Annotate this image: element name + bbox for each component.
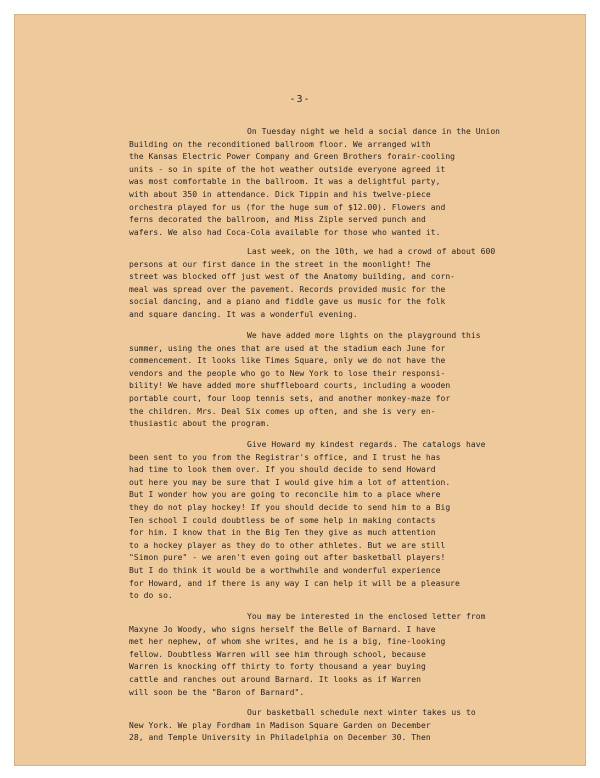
text-line: Maxyne Jo Woody, who signs herself the Belle of Barnard. I have (129, 624, 436, 634)
paragraph-howard (129, 439, 554, 603)
text-line: Give Howard my kindest regards. The catalogs have (247, 440, 486, 449)
text-line: units - so in spite of the hot weather outside everyone agreed it (129, 164, 446, 174)
text-line: bility! We have added more shuffleboard courts, including a wooden (129, 381, 451, 391)
text-line: meal was spread over the pavement. Records provided music for the (129, 284, 446, 294)
paragraph-union-dance (129, 126, 554, 239)
text-line: will soon be the "Baron of Barnard". (129, 687, 305, 697)
text-line: But I do think it would be a worthwhile and wonderful experience (129, 565, 441, 575)
text-line: Last week, on the 10th, we had a crowd of about 600 (247, 247, 496, 256)
text-line: social dancing, and a piano and fiddle gave us music for the folk (129, 297, 446, 307)
paragraph-barnard-letter (129, 611, 554, 699)
text-line: Warren is knocking off thirty to forty thousand a year buying (129, 662, 426, 672)
text-line: they do not play hockey! If you should decide to send him to a Big (129, 502, 451, 512)
text-line: to a hockey player as they do to other athletes. But we are still (129, 540, 446, 550)
text-line: fellow. Doubtless Warren will see him through school, because (129, 649, 426, 659)
text-line: ferns decorated the ballroom, and Miss Ziple served punch and (129, 215, 426, 225)
text-line: the children. Mrs. Deal Six comes up often, and she is very en- (129, 406, 436, 416)
text-line: portable court, four loop tennis sets, and another monkey-maze for (129, 393, 451, 403)
text-line: street was blocked off just west of the Anatomy building, and corn- (129, 272, 456, 282)
text-line: orchestra played for us (for the huge sum of $12.00). Flowers and (129, 202, 446, 212)
paragraph-street-dance (129, 246, 554, 322)
text-line: You may be interested in the enclosed letter from (247, 612, 486, 621)
text-line: vendors and the people who go to New York to lose their responsi- (129, 368, 446, 378)
paragraph-playground (129, 330, 554, 431)
text-line: commencement. It looks like Times Square, only we do not have the (129, 356, 446, 366)
text-line: out here you may be sure that I would give him a lot of attention. (129, 477, 451, 487)
text-line: and square dancing. It was a wonderful evening. (129, 309, 358, 319)
text-line: cattle and ranches out around Barnard. It looks as if Warren (129, 674, 421, 684)
text-line: to do so. (129, 591, 173, 601)
text-line: with about 350 in attendance. Dick Tippin and his twelve-piece (129, 189, 431, 199)
text-line: Ten school I could doubtless be of some help in making contacts (129, 515, 436, 525)
text-line: the Kansas Electric Power Company and Green Brothers forair-cooling (129, 152, 456, 162)
text-line: "Simon pure" - we aren't even going out after basketball players! (129, 553, 446, 563)
text-line: had time to look them over. If you should decide to send Howard (129, 465, 436, 475)
text-line: persons at our first dance in the street in the moonlight! The (129, 259, 431, 269)
text-line: Our basketball schedule next winter takes us to (247, 708, 476, 717)
page-number: -3- (289, 94, 311, 105)
text-line: We have added more lights on the playground this (247, 331, 481, 340)
text-line: thusiastic about the program. (129, 419, 271, 429)
text-line: On Tuesday night we held a social dance in the Union (247, 127, 501, 136)
text-line: for him. I know that in the Big Ten they give as much attention (129, 528, 436, 538)
text-line: summer, using the ones that are used at the stadium each June for (129, 343, 446, 353)
text-line: Building on the reconditioned ballroom floor. We arranged with (129, 139, 431, 149)
text-line: for Howard, and if there is any way I can help it will be a pleasure (129, 578, 460, 588)
text-line: been sent to you from the Registrar's office, and I trust he has (129, 452, 441, 462)
paragraph-basketball-schedule (129, 707, 554, 745)
text-line: was most comfortable in the ballroom. It was a delightful party, (129, 177, 441, 187)
text-line: New York. We play Fordham in Madison Square Garden on December (129, 720, 431, 730)
letter-page (14, 14, 586, 766)
text-line: met her nephew, of whom she writes, and he is a big, fine-looking (129, 637, 446, 647)
text-line: 28, and Temple University in Philadelphia on December 30. Then (129, 733, 431, 743)
text-line: wafers. We also had Coca-Cola available for those who wanted it. (129, 227, 441, 237)
text-line: But I wonder how you are going to reconcile him to a place where (129, 490, 441, 500)
